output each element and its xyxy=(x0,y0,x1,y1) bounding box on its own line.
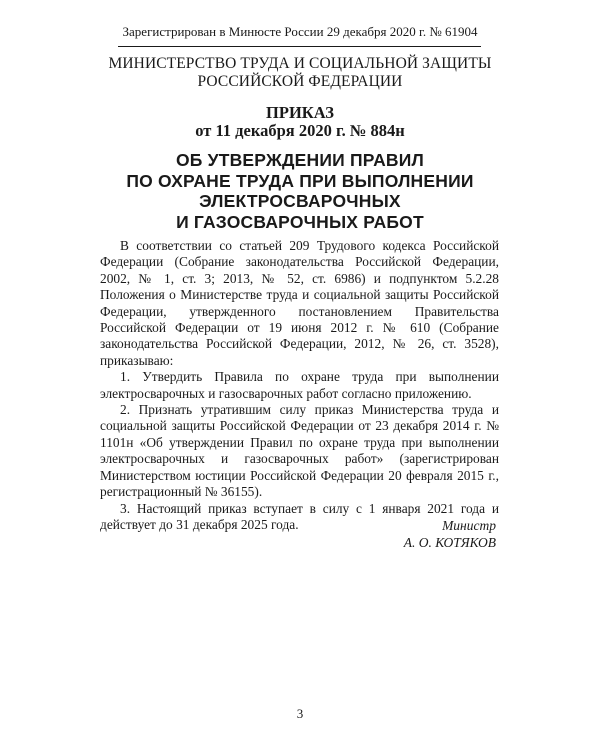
title-line-4: И ГАЗОСВАРОЧНЫХ РАБОТ xyxy=(176,211,424,232)
paragraph-item-3: 3. Настоящий приказ вступает в силу с 1 января 2021 года и действует до 31 декабря 2025 года. xyxy=(100,500,499,532)
registration-text: Зарегистрирован в Минюсте России 29 декабря 2020 г. № 61904 xyxy=(122,24,478,39)
registration-underline xyxy=(118,46,481,47)
title-line-3: ЭЛЕКТРОСВАРОЧНЫХ xyxy=(199,191,401,211)
page-number: 3 xyxy=(296,706,304,721)
order-heading xyxy=(0,104,600,140)
paragraph-preamble: В соответствии со статьей 209 Трудового кодекса Российской Федерации (Собрание законодательства Российской Федерации, 2002, № 1, ст. 3; 2013, № 52, ст. 6986) и подпунктом 5.2.28 Положения о Министерстве труда и социальной защиты Российской Федерации, утвержденного постановлением Правительства Российской Федерации от 19 июня 2012 г. № 610 (Собрание законодательства Российской Федерации, 2012, № 26, ст. 3528), приказываю: xyxy=(100,238,499,368)
signature-block xyxy=(300,517,496,551)
title-line-1: ОБ УТВЕРЖДЕНИИ ПРАВИЛ xyxy=(175,150,425,170)
registration-note xyxy=(0,24,600,40)
order-date-number: от 11 декабря 2020 г. № 884н xyxy=(195,121,405,140)
order-label: ПРИКАЗ xyxy=(266,103,334,122)
ministry-line-2: РОССИЙСКОЙ ФЕДЕРАЦИИ xyxy=(197,73,403,90)
title-line-2: ПО ОХРАНЕ ТРУДА ПРИ ВЫПОЛНЕНИИ xyxy=(126,170,474,191)
paragraph-item-1: 1. Утвердить Правила по охране труда при выполнении электросварочных и газосварочных работ согласно приложению. xyxy=(100,369,499,401)
signatory-position: Министр xyxy=(442,518,496,533)
signatory-name: А. О. КОТЯКОВ xyxy=(403,535,496,550)
document-title xyxy=(0,150,600,232)
body-text xyxy=(100,238,499,533)
paragraph-item-2: 2. Признать утратившим силу приказ Министерства труда и социальной защиты Российской Федерации от 23 декабря 2014 г. № 1101н «Об утверждении Правил по охране труда при выполнении электросварочных и газосварочных работ» (зарегистрирован Министерством юстиции Российской Федерации 20 февраля 2015 г., регистрационный № 36155). xyxy=(100,402,499,500)
ministry-name xyxy=(0,55,600,91)
ministry-line-1: МИНИСТЕРСТВО ТРУДА И СОЦИАЛЬНОЙ ЗАЩИТЫ xyxy=(108,55,492,72)
